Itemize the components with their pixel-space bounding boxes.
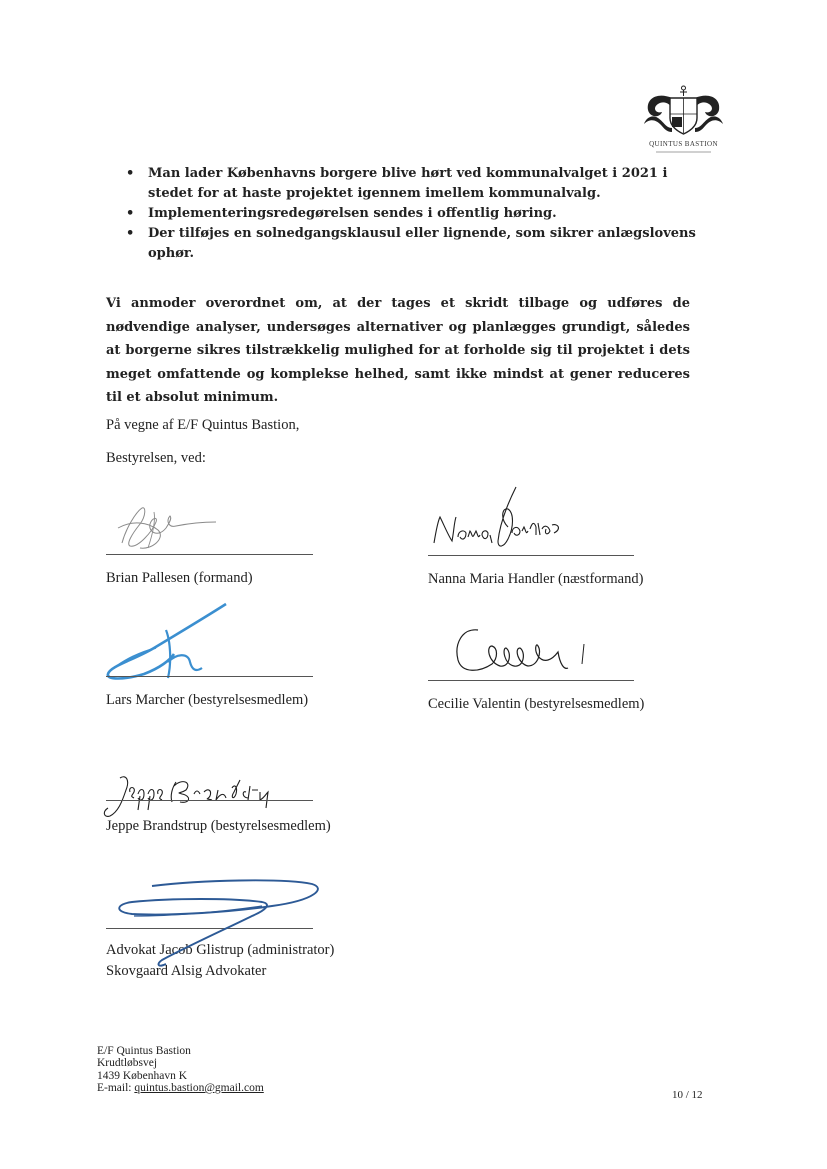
- nanna-signature-image: [428, 483, 578, 553]
- signature-line: [106, 554, 313, 555]
- signatory-jeppe: Jeppe Brandstrup (bestyrelsesmedlem): [106, 818, 331, 834]
- list-item: • Der tilføjes en solnedgangsklausul eller lignende, som sikrer anlægslovens ophør.: [108, 224, 708, 264]
- signature-line: [106, 676, 313, 677]
- footer-street: Krudtløbsvej: [97, 1057, 158, 1070]
- signatory-cecilie: Cecilie Valentin (bestyrelsesmedlem): [428, 696, 645, 712]
- list-item: • Man lader Københavns borgere blive hørt ved kommunalvalget i 2021 i stedet for at haste projektet igennem imellem kommunalvalg.: [108, 164, 708, 204]
- footer-city: 1439 København K: [97, 1069, 188, 1082]
- footer-name: E/F Quintus Bastion: [97, 1045, 191, 1057]
- signature-line: [428, 680, 634, 681]
- signatory-brian: Brian Pallesen (formand): [106, 570, 253, 586]
- list-item: • Implementeringsredegørelsen sendes i offentlig høring.: [108, 204, 708, 224]
- brian-signature-image: [112, 498, 222, 554]
- page-number: 10 / 12: [672, 1089, 703, 1101]
- signatory-lars: Lars Marcher (bestyrelsesmedlem): [106, 692, 309, 708]
- logo-wordmark: QUINTUS BASTION: [649, 140, 718, 148]
- footer-email-label: E-mail:: [97, 1081, 135, 1094]
- signatory-jacob: Advokat Jacob Glistrup (administrator): [106, 942, 335, 958]
- on-behalf-line: På vegne af E/F Quintus Bastion,: [106, 417, 300, 433]
- board-line: Bestyrelsen, ved:: [106, 450, 206, 466]
- cecilie-signature-image: [448, 620, 608, 680]
- jacob-signature-image: [112, 872, 322, 972]
- request-paragraph: Vi anmoder overordnet om, at der tages et skridt tilbage og udføres de nødvendige analyser, undersøges alternativer og planlægges grundigt, således at borgerne sikres tilstrækkelig mulighed for at forholde sig til projektet i dets meget omfattende og komplekse helhed, samt ikke mindst at gener reduceres til et absolut minimum.: [106, 296, 690, 405]
- signature-line: [428, 555, 634, 556]
- footer-address: [97, 1045, 264, 1094]
- jeppe-signature-image: [100, 772, 280, 822]
- signatory-nanna: Nanna Maria Handler (næstformand): [428, 571, 644, 587]
- lars-signature-image: [104, 600, 234, 682]
- demands-list: [108, 164, 708, 264]
- signature-line: [106, 800, 313, 801]
- footer-email-link[interactable]: quintus.bastion@gmail.com: [134, 1081, 264, 1094]
- law-firm-name: Skovgaard Alsig Advokater: [106, 963, 267, 979]
